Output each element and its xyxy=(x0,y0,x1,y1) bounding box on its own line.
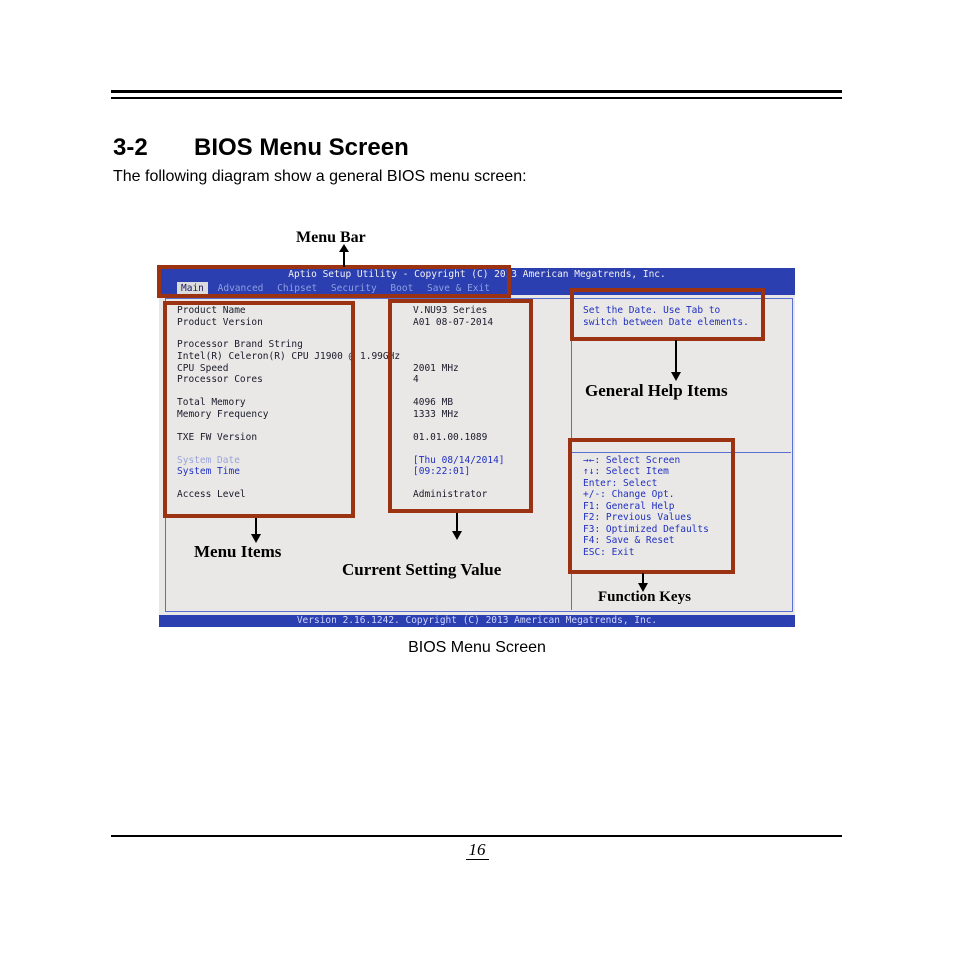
bios-tab-boot[interactable]: Boot xyxy=(390,283,414,294)
value-txe-fw-version: 01.01.00.1089 xyxy=(413,432,488,443)
value-processor-cores: 4 xyxy=(413,374,419,385)
menu-item-product-name[interactable]: Product Name xyxy=(177,305,246,316)
value-product-version: A01 08-07-2014 xyxy=(413,317,494,328)
intro-text: The following diagram show a general BIOS menu screen: xyxy=(113,168,527,185)
value-total-memory: 4096 MB xyxy=(413,397,454,408)
current-setting-arrow-icon xyxy=(450,513,464,541)
current-setting-highlight xyxy=(388,299,533,513)
footer-rule xyxy=(111,835,842,837)
section-heading xyxy=(113,134,409,162)
menu-bar-highlight xyxy=(157,265,511,298)
function-key-f2: F2: Previous Values xyxy=(583,512,692,523)
function-key-f3: F3: Optimized Defaults xyxy=(583,524,709,535)
menu-item-system-time[interactable]: System Time xyxy=(177,466,240,477)
value-memory-frequency: 1333 MHz xyxy=(413,409,459,420)
section-title: BIOS Menu Screen xyxy=(194,134,409,161)
menu-item-product-version[interactable]: Product Version xyxy=(177,317,263,328)
page-number-text: 16 xyxy=(466,840,489,860)
bios-tab-save-exit[interactable]: Save & Exit xyxy=(427,283,490,294)
menu-items-highlight xyxy=(163,301,355,518)
general-help-label: General Help Items xyxy=(585,381,728,400)
menu-item-cpu-string: Intel(R) Celeron(R) CPU J1900 @ 1.99GHz xyxy=(177,351,401,362)
menu-item-cpu-speed[interactable]: CPU Speed xyxy=(177,363,229,374)
help-text-line-2: switch between Date elements. xyxy=(583,317,749,328)
value-access-level: Administrator xyxy=(413,489,488,500)
menu-bar-arrow-icon xyxy=(337,244,351,268)
value-product-name: V.NU93 Series xyxy=(413,305,488,316)
value-system-time[interactable]: [09:22:01] xyxy=(413,466,471,477)
function-key-select-item: ↑↓: Select Item xyxy=(583,466,669,477)
current-setting-label: Current Setting Value xyxy=(342,560,502,579)
menu-item-total-memory[interactable]: Total Memory xyxy=(177,397,246,408)
function-keys-label: Function Keys xyxy=(598,589,691,605)
menu-items-arrow-icon xyxy=(249,518,263,544)
function-key-f4: F4: Save & Reset xyxy=(583,535,675,546)
menu-item-processor-cores[interactable]: Processor Cores xyxy=(177,374,263,385)
menu-items-label: Menu Items xyxy=(194,542,282,561)
bios-title-bar: Aptio Setup Utility - Copyright (C) 2013 American Megatrends, Inc. xyxy=(159,268,795,282)
section-number: 3-2 xyxy=(113,134,148,161)
menu-item-txe-fw-version[interactable]: TXE FW Version xyxy=(177,432,258,443)
page-number xyxy=(0,840,954,860)
header-rule-thin xyxy=(111,97,842,99)
function-key-select-screen: →←: Select Screen xyxy=(583,455,681,466)
menu-item-memory-frequency[interactable]: Memory Frequency xyxy=(177,409,269,420)
value-cpu-speed: 2001 MHz xyxy=(413,363,459,374)
menu-item-system-date[interactable]: System Date xyxy=(177,455,240,466)
general-help-arrow-icon xyxy=(669,340,683,382)
function-key-esc: ESC: Exit xyxy=(583,547,635,558)
header-rule-thick xyxy=(111,90,842,93)
figure-caption: BIOS Menu Screen xyxy=(408,639,546,656)
bios-tab-chipset[interactable]: Chipset xyxy=(277,283,318,294)
bios-tab-main[interactable]: Main xyxy=(177,282,208,295)
function-key-change-opt: +/-: Change Opt. xyxy=(583,489,675,500)
value-system-date[interactable]: [Thu 08/14/2014] xyxy=(413,455,505,466)
general-help-highlight xyxy=(570,288,765,341)
menu-bar-label: Menu Bar xyxy=(296,229,366,246)
function-key-f1: F1: General Help xyxy=(583,501,675,512)
bios-footer-bar: Version 2.16.1242. Copyright (C) 2013 American Megatrends, Inc. xyxy=(159,615,795,627)
bios-tab-security[interactable]: Security xyxy=(330,283,377,294)
bios-tab-advanced[interactable]: Advanced xyxy=(217,283,264,294)
help-text-line-1: Set the Date. Use Tab to xyxy=(583,305,721,316)
menu-item-access-level[interactable]: Access Level xyxy=(177,489,246,500)
function-key-enter: Enter: Select xyxy=(583,478,658,489)
function-keys-highlight xyxy=(568,438,735,574)
menu-item-processor-brand[interactable]: Processor Brand String xyxy=(177,339,303,350)
